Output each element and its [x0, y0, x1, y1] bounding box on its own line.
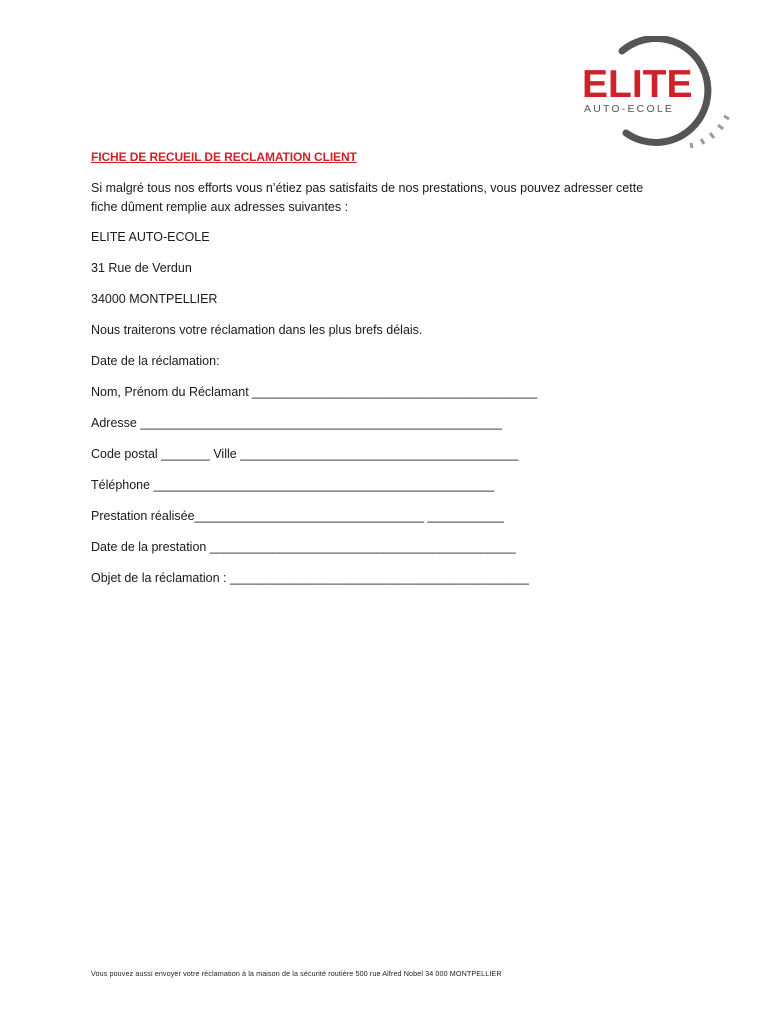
field-date-label: Date de la réclamation:: [91, 354, 220, 368]
logo-tagline-text: AUTO-ECOLE: [584, 103, 675, 115]
intro-line-1: Si malgré tous nos efforts vous n’étiez pas satisfaits de nos prestations, vous pouvez adresser cette: [91, 181, 644, 195]
field-phone: Téléphone _________________________________________________: [91, 478, 495, 492]
field-service: Prestation réalisée_________________________________ ___________: [91, 509, 504, 523]
logo-graphic: [578, 36, 736, 148]
field-subject: Objet de la réclamation : ___________________________________________: [91, 571, 529, 585]
document-title: FICHE DE RECUEIL DE RECLAMATION CLIENT: [91, 150, 357, 164]
address-city: 34000 MONTPELLIER: [91, 292, 218, 306]
footer-note: Vous pouvez aussi envoyer votre réclamation à la maison de la sécurité routière 500 rue Alfred Nobel 34 000 MONTPELLIER: [91, 969, 502, 978]
field-address: Adresse ____________________________________________________: [91, 416, 502, 430]
address-street: 31 Rue de Verdun: [91, 261, 192, 275]
field-name: Nom, Prénom du Réclamant _________________________________________: [91, 385, 538, 399]
logo-brand-text: ELITE: [582, 63, 693, 106]
delay-note: Nous traiterons votre réclamation dans les plus brefs délais.: [91, 323, 423, 337]
elite-auto-ecole-logo: [578, 36, 736, 148]
field-postal-city: Code postal _______ Ville ________________________________________: [91, 447, 519, 461]
field-service-date: Date de la prestation ____________________________________________: [91, 540, 516, 554]
intro-line-2: fiche dûment remplie aux adresses suivantes :: [91, 200, 349, 214]
address-name: ELITE AUTO-ECOLE: [91, 230, 210, 244]
